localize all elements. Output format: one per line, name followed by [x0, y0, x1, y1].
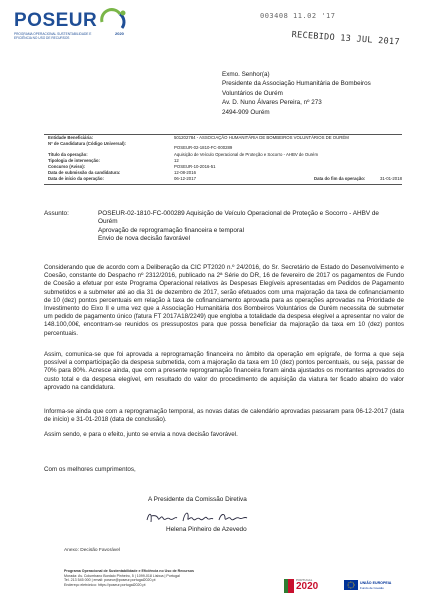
footer-address [64, 569, 264, 587]
portugal-flag-icon [284, 579, 294, 593]
meta-value: 12-08-2016 [174, 170, 196, 175]
eu-flag-icon [344, 580, 358, 590]
footer-line: Tel. 213 545 000 | email: poseur@poseur.portugal2020.pt [64, 578, 156, 583]
eu-label: UNIÃO EUROPEIA [360, 581, 392, 585]
poseur-logo-mark [98, 8, 130, 38]
subject-line: Ourém [98, 218, 118, 226]
meta-label: Data de início da operação: [48, 176, 104, 181]
subject-label: Assunto: [44, 210, 69, 217]
meta-value: 12 [174, 158, 179, 163]
eu-logo [344, 578, 392, 598]
body-closing: Com os melhores cumprimentos, [44, 466, 136, 473]
body-paragraph-2: Assim, comunica-se que foi aprovada a reprogramação financeira no âmbito da operação em epígrafe, de forma a que seja possível a comparticipação da despesa submetida, com a majoração da taxa em 10 (dez) pontos percentuais, ou seja, passar de 70% para 80%. Acresce ainda, que com a presente reprogramação financeira foram ainda ajustados os montantes aprovados do custo total e da despesa elegível, em resultado do valor do procedimento de aquisição da viatura ter ficado abaixo do valor aprovado na candidatura. [44, 351, 404, 391]
subject-line: POSEUR-02-1810-FC-000289 Aquisição de Veículo Operacional de Proteção e Socorro - AHBV de [98, 210, 379, 217]
portugal-2020-logo [284, 577, 330, 597]
handwritten-signature [143, 506, 253, 528]
meta-value: 501202784 - ASSOCIAÇÃO HUMANITÁRIA DE BOMBEIROS VOLUNTÁRIOS DE OURÉM [174, 135, 349, 140]
portugal-2020-label: 2020 [296, 581, 319, 592]
subject-text [98, 210, 398, 243]
recipient-line: Voluntários de Ourém [222, 89, 283, 97]
meta-row [44, 141, 402, 150]
eu-fund-label: Fundo de Coesão [360, 586, 384, 590]
meta-end-label: Data do fim da operação: [314, 176, 366, 181]
subject-line: Envio de nova decisão favorável [98, 234, 191, 242]
footer-title: Programa Operacional de Sustentabilidade e Eficiência no Uso de Recursos [64, 569, 195, 573]
meta-value: POSEUR-02-1810-FC-000289 [174, 145, 233, 150]
poseur-logo-year: 2020 [115, 31, 124, 36]
annex-note: Anexo: Decisão Favorável [64, 548, 120, 553]
signatory-name: Helena Pinheiro de Azevedo [166, 526, 247, 533]
meta-row [44, 176, 402, 182]
recipient-line: Exmo. Senhor(a) [222, 71, 270, 78]
received-stamp: RECEBIDO 13 JUL 2017 [291, 30, 401, 48]
recipient-line: 2494-909 Ourém [222, 108, 270, 116]
body-paragraph-3: Informa-se ainda que com a reprogramação temporal, as novas datas de calendário aprovadas passaram para 06-12-2017 (data de início) e 31-01-2018 (data de conclusão). [44, 408, 404, 424]
meta-end-value: 31-01-2018 [380, 176, 402, 181]
meta-label: Título da operação: [48, 152, 88, 157]
signature-title: A Presidente da Comissão Diretiva [148, 496, 247, 503]
poseur-logo-subtitle: PROGRAMA OPERACIONAL SUSTENTABILIDADE E EFICIÊNCIA NO USO DE RECURSOS [14, 32, 92, 40]
recipient-line: Av. D. Nuno Álvares Pereira, nº 273 [222, 99, 322, 107]
meta-label: Entidade Beneficiária: [48, 135, 94, 140]
meta-value: 06-12-2017 [174, 176, 196, 181]
meta-label: Data de submissão da candidatura: [48, 170, 121, 175]
body-paragraph-4: Assim sendo, e para o efeito, junto se envia a nova decisão favorável. [44, 431, 238, 438]
body-paragraph-1: Considerando que de acordo com a Deliberação da CIC PT2020 n.º 24/2016, do Sr. Secretário de Estado do Desenvolvimento e Coesão, constante do Despacho nº 2312/2016, publicado na 2ª Série do DR, 16 de fevereiro de 2017 os pagamentos de Fundo de Coesão a efetuar por este Programa Operacional relativos às Despesas Elegíveis apresentadas em Pedidos de Pagamento submetidos e a submeter até ao dia 31 de dezembro de 2017, serão efetuados com uma majoração da taxa de cofinanciamento de 10 (dez) pontos percentuais em relação à taxa de cofinanciamento aprovada para as operações aprovadas na Prioridade de Investimento do Eixo II e uma vez que a Associação Humanitária dos Bombeiros Voluntários de Ourém necessita de submeter um pedido de pagamento único (fatura FT 2017A18/2249) que engloba a totalidade da despesa elegível a apresentar no valor de 148.100,00€, encontram-se reunidos os pressupostos para que possa beneficiar da majoração da taxa em 10 (dez) pontos percentuais. [44, 264, 404, 337]
recipient-address [222, 70, 371, 117]
recipient-line: Presidente da Associação Humanitária de Bombeiros [222, 80, 371, 88]
portugal-label: PORTUGAL [296, 578, 313, 582]
meta-label: Nº de Candidatura (Código Universal): [48, 141, 126, 146]
poseur-logo-word: POSEUR [14, 10, 98, 31]
footer-line: Endereço eletrónico: https://poseur.portugal2020.pt [64, 582, 146, 587]
meta-label: Concurso (Aviso): [48, 164, 86, 169]
registration-stamp: 003408 11.02 '17 [260, 12, 336, 20]
subject-line: Aprovação de reprogramação financeira e temporal [98, 226, 245, 234]
footer-line: Morada: Av. Columbano Bordalo Pinheiro, 5 | 1099-018 Lisboa | Portugal [64, 573, 180, 578]
meta-value: Aquisição de Veículo Operacional de Proteção e Socorro - AHBV de Ourém [174, 152, 319, 157]
meta-value: POSEUR-10-2016-51 [174, 164, 216, 169]
meta-bottom-rule [44, 184, 402, 185]
meta-label: Tipologia de intervenção: [48, 158, 100, 163]
